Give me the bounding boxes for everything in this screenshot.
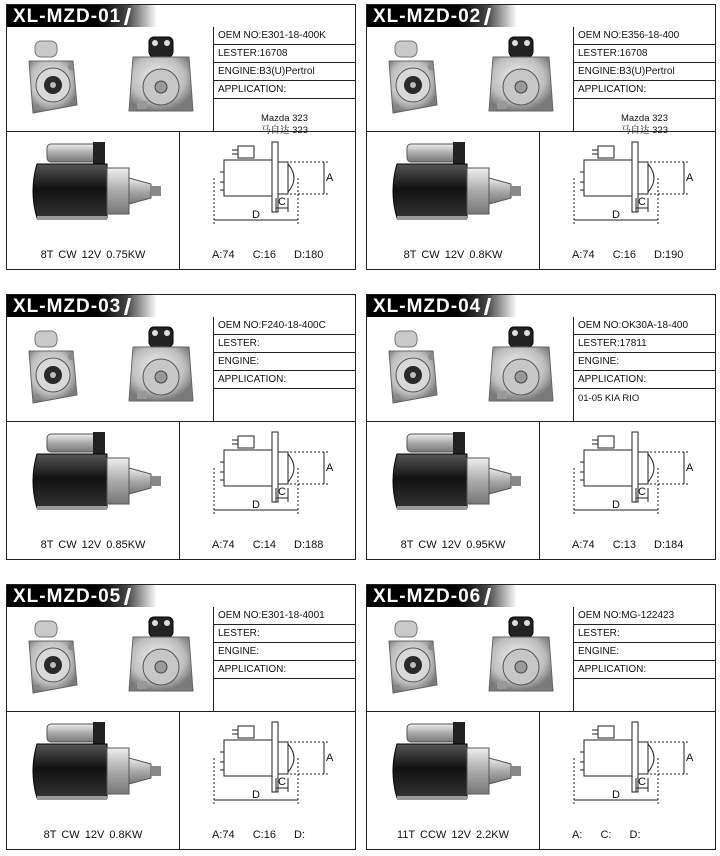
header-slash-mark — [484, 588, 491, 605]
electrical-spec: 11T CCW 12V 2.2KW — [397, 829, 509, 841]
engine-row: ENGINE: — [214, 643, 355, 661]
dimension-c-value: C:16 — [612, 249, 636, 261]
application-value — [574, 389, 715, 404]
oem-number-row: OEM NO:OK30A-18-400 — [574, 317, 715, 335]
application-line-2: 马自达 323 — [621, 125, 668, 136]
model-header — [367, 585, 517, 607]
model-number: XL-MZD-03 — [13, 296, 122, 317]
dimension-a-value: A:74 — [212, 249, 235, 261]
dimension-d-value: D: — [629, 829, 641, 841]
engine-row: ENGINE: — [214, 353, 355, 371]
dimension-panel — [540, 132, 715, 269]
side-view-panel — [367, 132, 540, 269]
engine-row: ENGINE:B3(U)Pertrol — [214, 63, 355, 81]
side-view-panel — [7, 422, 180, 559]
application-label-row: APPLICATION: — [574, 661, 715, 679]
spec-table — [574, 317, 715, 421]
spec-table — [214, 317, 355, 421]
starter-front-and-rear-photo — [7, 27, 213, 131]
product-photos — [367, 27, 574, 131]
model-number: XL-MZD-01 — [13, 6, 122, 27]
dimension-d-label: D — [252, 789, 260, 801]
header-slash-mark — [484, 8, 491, 25]
dimension-panel — [540, 422, 715, 559]
spec-table — [214, 607, 355, 711]
dimension-c-label: C — [278, 486, 286, 498]
starter-front-and-rear-photo — [367, 317, 573, 421]
application-label-row: APPLICATION: — [574, 371, 715, 389]
starter-front-and-rear-photo — [367, 607, 573, 711]
electrical-spec: 8T CW 12V 0.95KW — [400, 539, 506, 551]
starter-side-photo — [7, 422, 179, 522]
dimension-d-value: D:190 — [654, 249, 684, 261]
starter-side-photo — [367, 132, 539, 232]
dimension-d-label: D — [612, 209, 620, 221]
side-view-panel — [7, 132, 180, 269]
application-value — [574, 679, 715, 683]
starter-side-photo — [367, 422, 539, 522]
dimension-d-value: D:184 — [654, 539, 684, 551]
model-number: XL-MZD-04 — [373, 296, 482, 317]
product-card — [366, 4, 716, 270]
dimension-d-value: D: — [294, 829, 306, 841]
dimension-a-value: A:74 — [572, 249, 595, 261]
oem-number-row: OEM NO:E356-18-400 — [574, 27, 715, 45]
dimension-a-value: A:74 — [212, 829, 235, 841]
dimension-a-value: A: — [572, 829, 583, 841]
starter-front-and-rear-photo — [7, 607, 213, 711]
side-view-panel — [7, 712, 180, 849]
dimension-panel — [540, 712, 715, 849]
electrical-spec: 8T CW 12V 0.85KW — [40, 539, 146, 551]
product-card — [366, 294, 716, 560]
dimension-d-label: D — [252, 209, 260, 221]
dimension-a-value: A:74 — [212, 539, 235, 551]
oem-number-row: OEM NO:E301-18-400K — [214, 27, 355, 45]
model-header — [367, 295, 517, 317]
application-label-row: APPLICATION: — [214, 371, 355, 389]
dimension-d-value: D:180 — [294, 249, 324, 261]
dimension-values — [180, 829, 355, 841]
application-value — [214, 389, 355, 393]
lester-number-row: LESTER: — [214, 335, 355, 353]
starter-side-photo — [367, 712, 539, 812]
side-view-panel — [367, 712, 540, 849]
dimension-panel — [180, 422, 355, 559]
model-header — [367, 5, 517, 27]
header-slash-mark — [124, 298, 131, 315]
dimension-drawing — [180, 712, 355, 812]
dimension-d-value: D:188 — [294, 539, 324, 551]
electrical-spec: 8T CW 12V 0.8KW — [43, 829, 143, 841]
application-label-row: APPLICATION: — [574, 81, 715, 99]
dimension-a-label: A — [686, 752, 694, 764]
dimension-drawing — [540, 132, 715, 232]
starter-front-and-rear-photo — [7, 317, 213, 421]
model-header — [7, 295, 157, 317]
product-photos — [7, 317, 214, 421]
product-photos — [7, 27, 214, 131]
lester-number-row: LESTER:17811 — [574, 335, 715, 353]
spec-table — [574, 27, 715, 136]
electrical-spec: 8T CW 12V 0.8KW — [403, 249, 503, 261]
product-card — [6, 4, 356, 270]
engine-row: ENGINE:B3(U)Pertrol — [574, 63, 715, 81]
dimension-c-value: C:13 — [612, 539, 636, 551]
application-line-1: Mazda 323 — [260, 113, 308, 124]
header-slash-mark — [124, 588, 131, 605]
lester-number-row: LESTER:16708 — [574, 45, 715, 63]
dimension-a-label: A — [326, 462, 334, 474]
dimension-values — [540, 539, 715, 551]
dimension-drawing — [540, 422, 715, 522]
dimension-values — [180, 539, 355, 551]
oem-number-row: OEM NO:E301-18-4001 — [214, 607, 355, 625]
model-number: XL-MZD-05 — [13, 586, 122, 607]
application-label-row: APPLICATION: — [214, 81, 355, 99]
dimension-d-label: D — [612, 789, 620, 801]
product-photos — [7, 607, 214, 711]
dimension-c-value: C:14 — [252, 539, 276, 551]
application-line-1: 01-05 KIA RIO — [578, 393, 640, 404]
lester-number-row: LESTER:16708 — [214, 45, 355, 63]
dimension-a-value: A:74 — [572, 539, 595, 551]
side-view-panel — [367, 422, 540, 559]
spec-table — [574, 607, 715, 711]
dimension-c-value: C: — [600, 829, 612, 841]
dimension-c-label: C — [278, 196, 286, 208]
model-header — [7, 5, 157, 27]
electrical-spec: 8T CW 12V 0.75KW — [40, 249, 146, 261]
dimension-c-label: C — [638, 196, 646, 208]
dimension-values — [180, 249, 355, 261]
application-line-1: Mazda 323 — [620, 113, 668, 124]
spec-table — [214, 27, 355, 136]
starter-side-photo — [7, 132, 179, 232]
lester-number-row: LESTER: — [574, 625, 715, 643]
product-photos — [367, 317, 574, 421]
starter-side-photo — [7, 712, 179, 812]
dimension-drawing — [540, 712, 715, 812]
engine-row: ENGINE: — [574, 353, 715, 371]
application-line-2: 马自达 323 — [261, 125, 308, 136]
product-card — [6, 584, 356, 850]
oem-number-row: OEM NO:MG-122423 — [574, 607, 715, 625]
application-label-row: APPLICATION: — [214, 661, 355, 679]
dimension-c-value: C:16 — [252, 249, 276, 261]
product-card — [366, 584, 716, 850]
model-number: XL-MZD-02 — [373, 6, 482, 27]
dimension-c-label: C — [278, 776, 286, 788]
dimension-c-label: C — [638, 776, 646, 788]
product-card — [6, 294, 356, 560]
dimension-c-value: C:16 — [252, 829, 276, 841]
engine-row: ENGINE: — [574, 643, 715, 661]
application-value — [214, 679, 355, 683]
dimension-a-label: A — [686, 172, 694, 184]
dimension-panel — [180, 712, 355, 849]
dimension-panel — [180, 132, 355, 269]
dimension-c-label: C — [638, 486, 646, 498]
starter-front-and-rear-photo — [367, 27, 573, 131]
header-slash-mark — [124, 8, 131, 25]
header-slash-mark — [484, 298, 491, 315]
product-photos — [367, 607, 574, 711]
model-number: XL-MZD-06 — [373, 586, 482, 607]
dimension-a-label: A — [686, 462, 694, 474]
dimension-d-label: D — [252, 499, 260, 511]
oem-number-row: OEM NO:F240-18-400C — [214, 317, 355, 335]
lester-number-row: LESTER: — [214, 625, 355, 643]
model-header — [7, 585, 157, 607]
dimension-d-label: D — [612, 499, 620, 511]
dimension-values — [540, 249, 715, 261]
dimension-drawing — [180, 132, 355, 232]
dimension-values — [540, 829, 715, 841]
dimension-a-label: A — [326, 752, 334, 764]
dimension-a-label: A — [326, 172, 334, 184]
dimension-drawing — [180, 422, 355, 522]
